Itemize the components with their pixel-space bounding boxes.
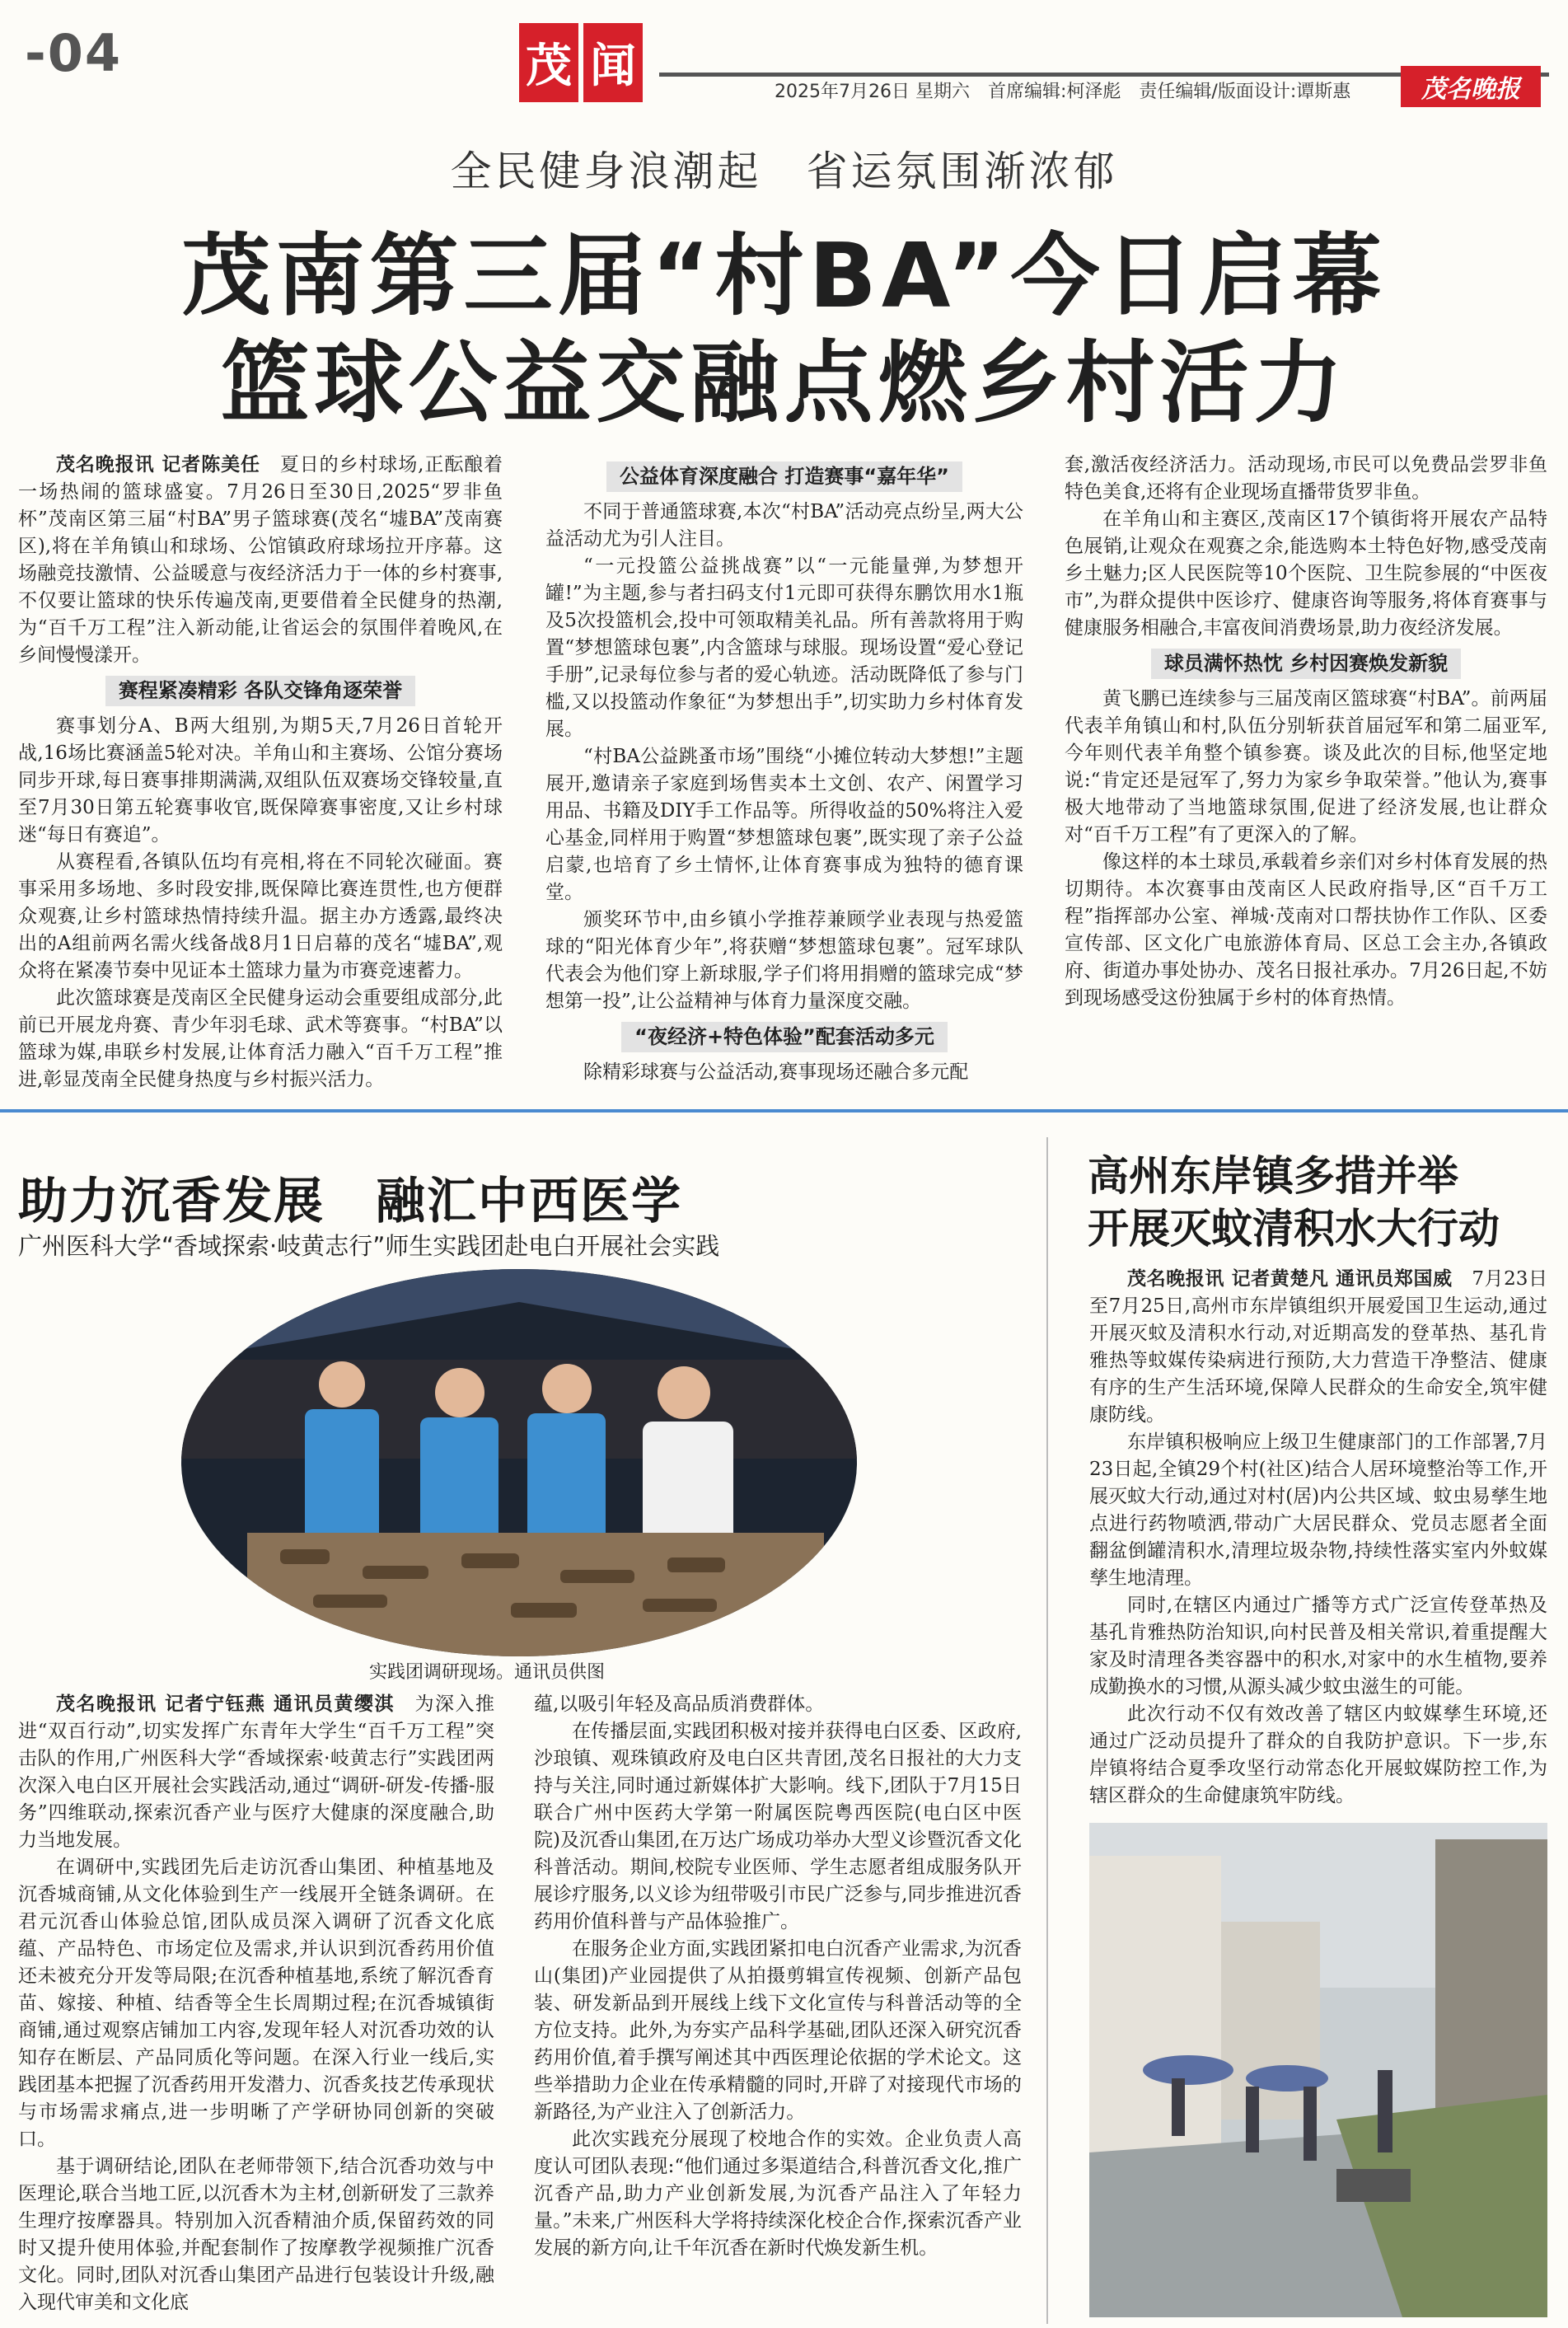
paragraph: 在传播层面,实践团积极对接并获得电白区委、区政府,沙琅镇、观珠镇政府及电白区共青团,茂名日报社的大力支持与关注,同时通过新媒体扩大影响。线下,团队于7月15日联合广州中医药大学第一附属医院粤西医院(电白区中医院)及沉香山集团,在万达广场成功举办大型义诊暨沉香文化科普活动。期间,校院专业医师、学生志愿者组成服务队开展诊疗服务,以义诊为纽带吸引市民广泛参与,同步推进沉香药用价值科普与产品体验推广。 bbox=[534, 1721, 1022, 1932]
paragraph: 黄飞鹏已连续参与三届茂南区篮球赛“村BA”。前两届代表羊角镇山和村,队伍分别斩获首届冠军和第二届亚军,今年则代表羊角整个镇参赛。谈及此次的目标,他坚定地说:“肯定还是冠军了,努力为家乡争取荣誉。”他认为,赛事极大地带动了当地篮球氛围,促进了经济发展,也让群众对“百千万工程”有了更深入的了解。 bbox=[1065, 688, 1547, 845]
paragraph: 7月23日至7月25日,高州市东岸镇组织开展爱国卫生运动,通过开展灭蚊及清积水行动,对近期高发的登革热、基孔肯雅热等蚊媒传染病进行预防,大力营造干净整洁、健康有序的生产生活环境,保障人民群众的生命安全,筑牢健康防线。 bbox=[1089, 1268, 1548, 1426]
section-logo bbox=[519, 23, 643, 102]
section-divider bbox=[0, 1109, 1568, 1112]
paragraph: 颁奖环节中,由乡镇小学推荐兼顾学业表现与热爱篮球的“阳光体育少年”,将获赠“梦想篮球包裹”。冠军球队代表会为他们穿上新球服,学子们将用捐赠的篮球完成“梦想第一投”,让公益精神与体育力量深度交融。 bbox=[545, 909, 1023, 1012]
paragraph: 在服务企业方面,实践团紧扣电白沉香产业需求,为沉香山(集团)产业园提供了从拍摄剪辑宣传视频、创新产品包装、研发新品到开展线上线下文化宣传与科普活动等的全方位支持。此外,为夯实产品科学基础,团队还深入研究沉香药用价值,着手撰写阐述其中西医理论依据的学术论文。这些举措助力企业在传承精髓的同时,开辟了对接现代市场的新路径,为产业注入了创新活力。 bbox=[534, 1938, 1022, 2123]
paragraph: 从赛程看,各镇队伍均有亮相,将在不同轮次碰面。赛事采用多场地、多时段安排,既保障比赛连贯性,也方便群众观赛,让乡村篮球热情持续升温。据主办方透露,最终决出的A组前两名需火线备战8月1日启幕的茂名“墟BA”,观众将在紧凑节奏中见证本土篮球力量为市赛竞速蓄力。 bbox=[18, 851, 503, 981]
lead-column-3 bbox=[1065, 452, 1547, 1012]
lead-byline: 茂名晚报讯 记者陈美任 bbox=[56, 454, 260, 475]
lead-kicker: 全民健身浪潮起 省运氛围渐浓郁 bbox=[450, 148, 1118, 195]
article3-column bbox=[1089, 1266, 1547, 1810]
duty-editor: 责任编辑/版面设计:谭斯惠 bbox=[1139, 82, 1351, 102]
section-logo-char: 茂 bbox=[519, 23, 578, 102]
subheading: “夜经济+特色体验”配套活动多元 bbox=[545, 1022, 1023, 1052]
article2-headline: 助力沉香发展 融汇中西医学 bbox=[18, 1173, 682, 1230]
paragraph: 蕴,以吸引年轻及高品质消费群体。 bbox=[534, 1693, 825, 1715]
chief-editor: 首席编辑:柯泽彪 bbox=[987, 82, 1121, 102]
article3-photo bbox=[1089, 1823, 1547, 2317]
article2-photo-caption: 实践团调研现场。通讯员供图 bbox=[363, 1658, 611, 1684]
paragraph: 东岸镇积极响应上级卫生健康部门的工作部署,7月23日起,全镇29个村(社区)结合人居环境整治等工作,开展灭蚊大行动,通过对村(居)内公共区域、蚊虫易孳生地点进行药物喷洒,带动广大居民群众、党员志愿者全面翻盆倒罐清积水,清理垃圾杂物,持续性落实室内外蚊媒孳生地清理。 bbox=[1089, 1431, 1547, 1589]
article3-headline-line2: 开展灭蚊清积水大行动 bbox=[1088, 1205, 1500, 1253]
article3-headline-line1: 高州东岸镇多措并举 bbox=[1088, 1152, 1458, 1200]
subheading: 球员满怀热忱 乡村因赛焕发新貌 bbox=[1065, 649, 1547, 679]
paragraph: 除精彩球赛与公益活动,赛事现场还融合多元配 bbox=[583, 1061, 969, 1083]
issue-date: 2025年7月26日 星期六 bbox=[775, 82, 970, 102]
article3-headline bbox=[1088, 1150, 1557, 1255]
paragraph: 套,激活夜经济活力。活动现场,市民可以免费品尝罗非鱼特色美食,还将有企业现场直播带货罗非鱼。 bbox=[1065, 454, 1547, 503]
article2-column-1 bbox=[18, 1691, 494, 2316]
photo-illustration bbox=[1089, 1823, 1547, 2317]
paper-logo: 茂名晚报 bbox=[1401, 66, 1541, 107]
column-divider bbox=[1046, 1137, 1048, 2324]
paragraph: 在调研中,实践团先后走访沉香山集团、种植基地及沉香城商铺,从文化体验到生产一线展开全链条调研。在君元沉香山体验总馆,团队成员深入调研了沉香文化底蕴、产品特色、市场定位及需求,并认识到沉香药用价值还未被充分开发等局限;在沉香种植基地,系统了解沉香育苗、嫁接、种植、结香等全生长周期过程;在沉香城镇街商铺,通过观察店铺加工内容,发现年轻人对沉香功效的认知存在断层、产品同质化等问题。在深入行业一线后,实践团基本把握了沉香药用开发潜力、沉香炙技艺传承现状与市场需求痛点,进一步明晰了产学研协同创新的突破口。 bbox=[18, 1857, 494, 2150]
article2-byline: 茂名晚报讯 记者宁钰燕 通讯员黄缨淇 bbox=[56, 1693, 396, 1715]
subheading: 赛程紧凑精彩 各队交锋角逐荣誉 bbox=[18, 676, 503, 706]
subheading: 公益体育深度融合 打造赛事“嘉年华” bbox=[545, 461, 1023, 492]
paragraph: 像这样的本土球员,承载着乡亲们对乡村体育发展的热切期待。本次赛事由茂南区人民政府指导,区“百千万工程”指挥部办公室、禅城·茂南对口帮扶协作工作队、区委宣传部、区文化广电旅游体育局、区总工会主办,各镇政府、街道办事处协办、茂名日报社承办。7月26日起,不妨到现场感受这份独属于乡村的体育热情。 bbox=[1065, 851, 1547, 1009]
article2-subheadline: 广州医科大学“香域探索·岐黄志行”师生实践团赴电白开展社会实践 bbox=[18, 1232, 720, 1260]
paragraph: 为深入推进“双百行动”,切实发挥广东青年大学生“百千万工程”突击队的作用,广州医科大学“香域探索·岐黄志行”实践团两次深入电白区开展社会实践活动,通过“调研-研发-传播-服务”四维联动,探索沉香产业与医疗大健康的深度融合,助力当地发展。 bbox=[18, 1693, 495, 1851]
paragraph: 在羊角山和主赛区,茂南区17个镇街将开展农产品特色展销,让观众在观赛之余,能选购本土特色好物,感受茂南乡土魅力;区人民医院等10个医院、卫生院参展的“中医夜市”,为群众提供中医诊疗、健康咨询等服务,将体育赛事与健康服务相融合,丰富夜间消费场景,助力夜经济发展。 bbox=[1065, 508, 1547, 639]
paragraph: 赛事划分A、B两大组别,为期5天,7月26日首轮开战,16场比赛涵盖5轮对决。羊角山和主赛场、公馆分赛场同步开球,每日赛事排期满满,双组队伍双赛场交锋较量,直至7月30日第五轮赛事收官,既保障赛事密度,又让乡村球迷“每日有赛追”。 bbox=[18, 715, 503, 845]
lead-headline-line2: 篮球公益交融点燃乡村活力 bbox=[220, 332, 1348, 435]
paragraph: 此次篮球赛是茂南区全民健身运动会重要组成部分,此前已开展龙舟赛、青少年羽毛球、武术等赛事。“村BA”以篮球为媒,串联乡村发展,让体育活力融入“百千万工程”推进,彰显茂南全民健身热度与乡村振兴活力。 bbox=[18, 987, 503, 1090]
paragraph: 同时,在辖区内通过广播等方式广泛宣传登革热及基孔肯雅热防治知识,向村民普及相关常识,着重提醒大家及时清理各类容器中的积水,对家中的水生植物,要养成勤换水的习惯,从源头减少蚊虫滋生的可能。 bbox=[1089, 1595, 1547, 1698]
lead-column-2 bbox=[545, 461, 1023, 1086]
paragraph: 此次行动不仅有效改善了辖区内蚊媒孳生环境,还通过广泛动员提升了群众的自我防护意识。下一步,东岸镇将结合夏季攻坚行动常态化开展蚊媒防控工作,为辖区群众的生命健康筑牢防线。 bbox=[1089, 1703, 1547, 1806]
paragraph: “村BA公益跳蚤市场”围绕“小摊位转动大梦想!”主题展开,邀请亲子家庭到场售卖本土文创、农产、闲置学习用品、书籍及DIY手工作品等。所得收益的50%将注入爱心基金,同样用于购置“梦想篮球包裹”,既实现了亲子公益启蒙,也培育了乡土情怀,让体育赛事成为独特的德育课堂。 bbox=[545, 746, 1023, 903]
article2-photo bbox=[181, 1269, 857, 1656]
paragraph: 不同于普通篮球赛,本次“村BA”活动亮点纷呈,两大公益活动尤为引人注目。 bbox=[545, 501, 1023, 550]
article2-column-2 bbox=[534, 1691, 1022, 2262]
paragraph: “一元投篮公益挑战赛”以“一元能量弹,为梦想开罐!”为主题,参与者扫码支付1元即可获得东鹏饮用水1瓶及5次投篮机会,投中可领取精美礼品。所有善款将用于购置“梦想篮球包裹”,内含篮球与球服。现场设置“爱心登记手册”,记录每位参与者的爱心轨迹。活动既降低了参与门槛,又以投篮动作象征“为梦想出手”,切实助力乡村体育发展。 bbox=[545, 555, 1023, 740]
lead-column-1 bbox=[18, 452, 503, 1094]
paragraph: 此次实践充分展现了校地合作的实效。企业负责人高度认可团队表现:“他们通过多渠道结合,科普沉香文化,推广沉香产品,助力产业创新发展,为沉香产品注入了年轻力量。”未来,广州医科大学将持续深化校企合作,探索沉香产业发展的新方向,让千年沉香在新时代焕发新生机。 bbox=[534, 2129, 1022, 2259]
article3-byline: 茂名晚报讯 记者黄楚凡 通讯员郑国威 bbox=[1127, 1268, 1453, 1290]
lead-headline-line1: 茂南第三届“村BA”今日启幕 bbox=[181, 225, 1387, 328]
section-logo-char: 闻 bbox=[583, 23, 643, 102]
paragraph: 夏日的乡村球场,正酝酿着一场热闹的篮球盛宴。7月26日至30日,2025“罗非鱼杯”茂南区第三届“村BA”男子篮球赛(茂名“墟BA”茂南赛区),将在羊角镇山和球场、公馆镇政府球场拉开序幕。这场融竞技激情、公益暖意与夜经济活力于一体的乡村赛事,不仅要让篮球的快乐传遍茂南,更要借着全民健身的热潮,为“百千万工程”注入新动能,让省运会的氛围伴着晚风,在乡间慢慢漾开。 bbox=[18, 454, 503, 666]
page-number: -04 bbox=[25, 23, 123, 83]
photo-illustration bbox=[181, 1269, 857, 1656]
paragraph: 基于调研结论,团队在老师带领下,结合沉香功效与中医理论,联合当地工匠,以沉香木为主材,创新研发了三款养生理疗按摩器具。特别加入沉香精油介质,保留药效的同时又提升使用体验,并配套制作了按摩教学视频推广沉香文化。同时,团队对沉香山集团产品进行包装设计升级,融入现代审美和文化底 bbox=[18, 2156, 494, 2313]
